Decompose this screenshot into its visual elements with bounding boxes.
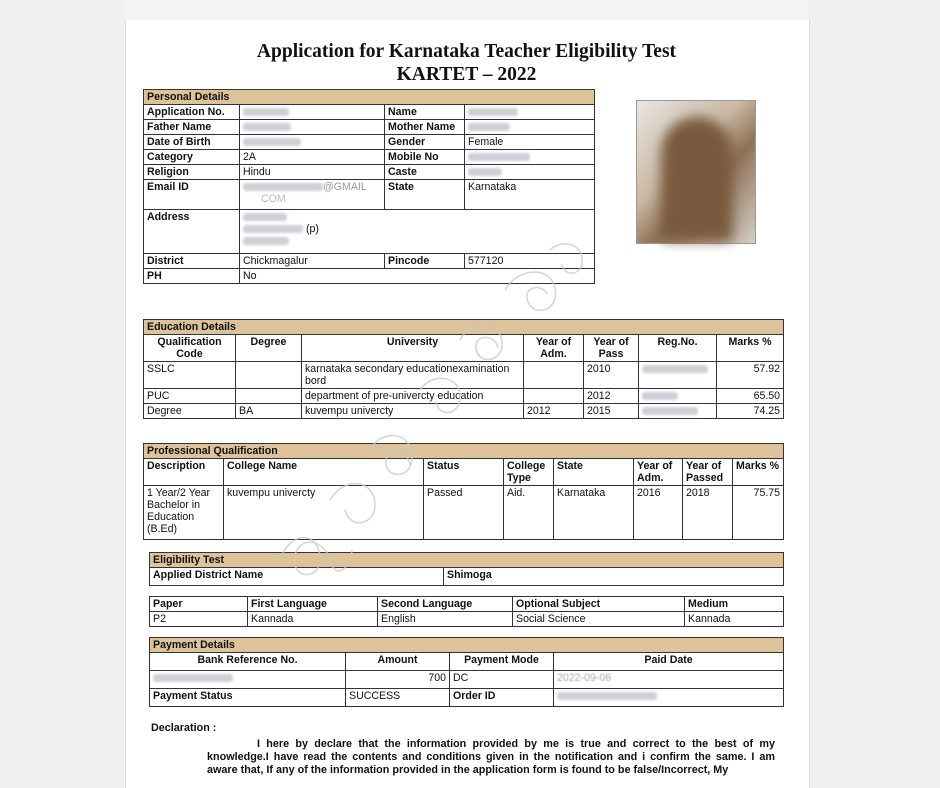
professional-qualification-section [143, 443, 784, 540]
edu-degree [236, 362, 302, 389]
address-fragment: (p) [305, 223, 319, 235]
personal-details-section [143, 89, 595, 284]
payment-mode-label: Payment Mode [450, 653, 554, 671]
paid-date-value: 2022-09-06 [554, 671, 784, 689]
declaration-heading: Declaration : [151, 722, 217, 734]
personal-details-header: Personal Details [144, 90, 595, 105]
form-subtitle: KARTET – 2022 [396, 64, 537, 85]
email-value [240, 180, 385, 210]
form-title: Application for Karnataka Teacher Eligibility Test [256, 41, 677, 62]
declaration-text [207, 738, 775, 777]
edu-col-degree: Degree [236, 335, 302, 362]
dob-label: Date of Birth [144, 135, 240, 150]
payment-mode-value: DC [450, 671, 554, 689]
father-name-value [240, 120, 385, 135]
email-domain: @GMAIL [323, 181, 367, 193]
table-row [144, 389, 784, 404]
education-details-header: Education Details [144, 320, 784, 335]
pincode-label: Pincode [385, 254, 465, 269]
edu-col-marks: Marks % [717, 335, 784, 362]
dob-value [240, 135, 385, 150]
edu-marks: 65.50 [717, 389, 784, 404]
applicant-photo [636, 100, 756, 244]
eligibility-section [149, 552, 784, 586]
edu-regno [639, 389, 717, 404]
prof-status: Passed [424, 486, 504, 540]
elig-col-medium: Medium [685, 597, 784, 612]
caste-value [465, 165, 595, 180]
prof-year-passed: 2018 [683, 486, 733, 540]
application-no-label: Application No. [144, 105, 240, 120]
elig-col-paper: Paper [150, 597, 248, 612]
edu-year-adm: 2012 [524, 404, 584, 419]
edu-university: department of pre-univercty education [302, 389, 524, 404]
name-value [465, 105, 595, 120]
declaration-body: I here by declare that the information provided by me is true and correct to the best of my knowledge.I have read the contents and conditions given in the notification and i confirm the same. I am aware that, If any of the information provided in the application form is found to be false/Incorrect, My [207, 738, 775, 776]
elig-paper: P2 [150, 612, 248, 627]
state-value: Karnataka [465, 180, 595, 210]
elig-optional: Social Science [513, 612, 685, 627]
elig-col-second-language: Second Language [378, 597, 513, 612]
name-label: Name [385, 105, 465, 120]
edu-col-university: University [302, 335, 524, 362]
applicant-photo-figure [661, 117, 733, 241]
mother-name-label: Mother Name [385, 120, 465, 135]
state-label: State [385, 180, 465, 210]
payment-status-label: Payment Status [150, 689, 346, 707]
ph-label: PH [144, 269, 240, 284]
edu-year-pass: 2012 [584, 389, 639, 404]
mother-name-value [465, 120, 595, 135]
edu-degree [236, 389, 302, 404]
district-value: Chickmagalur [240, 254, 385, 269]
edu-regno [639, 404, 717, 419]
professional-qualification-header: Professional Qualification [144, 444, 784, 459]
amount-label: Amount [346, 653, 450, 671]
edu-col-regno: Reg.No. [639, 335, 717, 362]
religion-value: Hindu [240, 165, 385, 180]
application-no-value [240, 105, 385, 120]
gender-value: Female [465, 135, 595, 150]
edu-code: Degree [144, 404, 236, 419]
prof-col-year-adm: Year of Adm. [634, 459, 683, 486]
payment-section [149, 637, 784, 707]
edu-marks: 74.25 [717, 404, 784, 419]
prof-year-adm: 2016 [634, 486, 683, 540]
father-name-label: Father Name [144, 120, 240, 135]
edu-year-adm [524, 389, 584, 404]
paid-date-label: Paid Date [554, 653, 784, 671]
prof-col-college: College Name [224, 459, 424, 486]
edu-university: kuvempu univercty [302, 404, 524, 419]
prof-col-state: State [554, 459, 634, 486]
prof-col-college-type: College Type [504, 459, 554, 486]
religion-label: Religion [144, 165, 240, 180]
address-value [240, 210, 595, 254]
prof-col-description: Description [144, 459, 224, 486]
edu-marks: 57.92 [717, 362, 784, 389]
applied-district-value: Shimoga [444, 568, 784, 586]
elig-first-language: Kannada [248, 612, 378, 627]
eligibility-header: Eligibility Test [150, 553, 784, 568]
bank-ref-value [150, 671, 346, 689]
edu-degree: BA [236, 404, 302, 419]
prof-col-year-passed: Year of Passed [683, 459, 733, 486]
elig-medium: Kannada [685, 612, 784, 627]
category-label: Category [144, 150, 240, 165]
gender-label: Gender [385, 135, 465, 150]
eligibility-paper-table [149, 596, 784, 627]
prof-marks: 75.75 [733, 486, 784, 540]
prof-state: Karnataka [554, 486, 634, 540]
table-row [144, 362, 784, 389]
district-label: District [144, 254, 240, 269]
caste-label: Caste [385, 165, 465, 180]
order-id-value [554, 689, 784, 707]
table-row [150, 612, 784, 627]
page-margin-right [808, 0, 940, 788]
edu-col-code: Qualification Code [144, 335, 236, 362]
amount-value: 700 [346, 671, 450, 689]
elig-col-first-language: First Language [248, 597, 378, 612]
edu-year-adm [524, 362, 584, 389]
edu-code: SSLC [144, 362, 236, 389]
mobile-label: Mobile No [385, 150, 465, 165]
edu-year-pass: 2010 [584, 362, 639, 389]
prof-college: kuvempu univercty [224, 486, 424, 540]
prof-college-type: Aid. [504, 486, 554, 540]
page-margin-left [0, 0, 125, 788]
edu-university: karnataka secondary educationexamination bord [302, 362, 524, 389]
applied-district-label: Applied District Name [150, 568, 444, 586]
pincode-value: 577120 [465, 254, 595, 269]
email-tail: COM [261, 193, 286, 205]
address-label: Address [144, 210, 240, 254]
prof-description: 1 Year/2 Year Bachelor in Education (B.Ed) [144, 486, 224, 540]
email-label: Email ID [144, 180, 240, 210]
bank-ref-label: Bank Reference No. [150, 653, 346, 671]
education-details-section [143, 319, 784, 419]
prof-col-status: Status [424, 459, 504, 486]
ph-value: No [240, 269, 595, 284]
table-row [144, 486, 784, 540]
elig-second-language: English [378, 612, 513, 627]
category-value: 2A [240, 150, 385, 165]
payment-status-value: SUCCESS [346, 689, 450, 707]
edu-code: PUC [144, 389, 236, 404]
prof-col-marks: Marks % [733, 459, 784, 486]
mobile-value [465, 150, 595, 165]
order-id-label: Order ID [450, 689, 554, 707]
edu-regno [639, 362, 717, 389]
edu-col-year-pass: Year of Pass [584, 335, 639, 362]
edu-col-year-adm: Year of Adm. [524, 335, 584, 362]
payment-header: Payment Details [150, 638, 784, 653]
table-row [144, 404, 784, 419]
elig-col-optional: Optional Subject [513, 597, 685, 612]
edu-year-pass: 2015 [584, 404, 639, 419]
